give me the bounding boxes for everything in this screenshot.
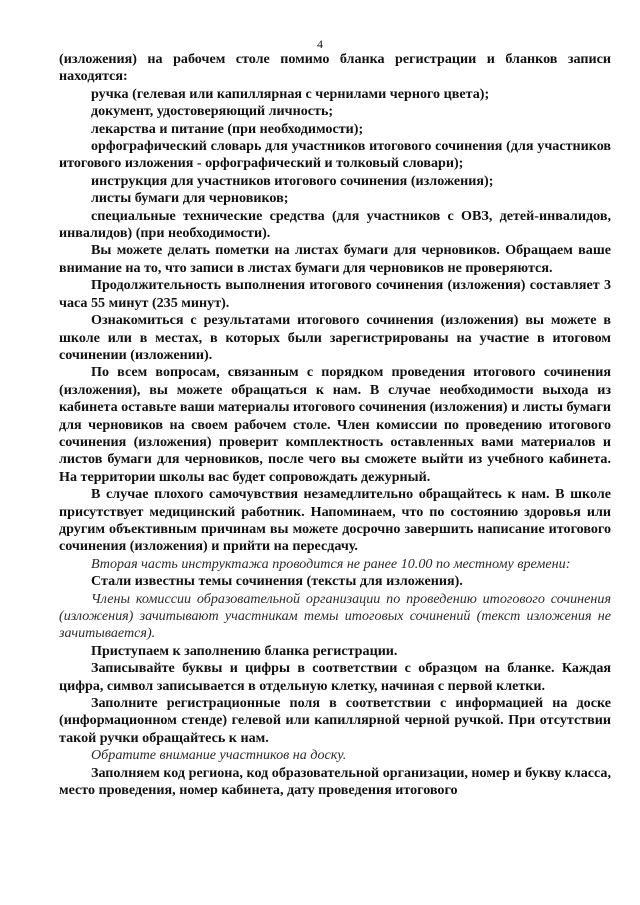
paragraph-health: В случае плохого самочувствия незамедлительно обращайтесь к нам. В школе присутствует медицинский работник. Напоминаем, что по состоянию здоровья или другим объективным причинам вы можете досрочно завершить написание итогового сочинения (изложения) и прийти на пересдачу. xyxy=(59,486,611,555)
paragraph-drafts: Вы можете делать пометки на листах бумаги для черновиков. Обращаем ваше внимание на то, что записи в листах бумаги для черновиков не проверяются. xyxy=(59,242,611,276)
paragraph-writing-rules: Записывайте буквы и цифры в соответствии с образцом на бланке. Каждая цифра, символ записывается в отдельную клетку, начиная с первой клетки. xyxy=(59,660,611,694)
list-item-instruction: инструкция для участников итогового сочинения (изложения); xyxy=(91,172,494,189)
paragraph-results: Ознакомиться с результатами итогового сочинения (изложения) вы можете в школе или в местах, в которых были зарегистрированы на участие в итоговом сочинении (изложении). xyxy=(59,312,611,363)
list-item-dictionary: орфографический словарь для участников итогового сочинения (для участников итогового изложения - орфографический и толковый словари); xyxy=(59,138,611,172)
instruction-note: Вторая часть инструктажа проводится не ранее 10.00 по местному времени: xyxy=(91,555,571,572)
page-number: 4 xyxy=(317,37,323,51)
list-item-pen: ручка (гелевая или капиллярная с чернилами черного цвета); xyxy=(91,85,490,102)
paragraph-codes: Заполняем код региона, код образовательной организации, номер и букву класса, место проведения, номер кабинета, дату проведения итогового xyxy=(59,764,611,799)
document-body xyxy=(59,51,611,799)
list-item-draft-sheets: листы бумаги для черновиков; xyxy=(91,190,289,207)
paragraph-questions: По всем вопросам, связанным с порядком проведения итогового сочинения (изложения), вы можете обращаться к нам. В случае необходимости выхода из кабинета оставьте ваши материалы итогового сочинения (изложения) и листы бумаги для черновиков на своем рабочем столе. Член комиссии по проведению итогового сочинения (изложения) проверит комплектность оставленных вами материалов и листов бумаги для черновиков, после чего вы сможете выйти из учебного кабинета. На территории школы вас будет сопровождать дежурный. xyxy=(59,364,611,485)
instruction-note: Члены комиссии образовательной организации по проведению итогового сочинения (изложения) зачитывают участникам темы итоговых сочинений (текст изложения не зачитывается). xyxy=(59,590,611,642)
instruction-note: Обратите внимание участников на доску. xyxy=(91,747,347,764)
paragraph-duration: Продолжительность выполнения итогового сочинения (изложения) составляет 3 часа 55 минут (235 минут). xyxy=(59,277,611,311)
list-item-special-equipment: специальные технические средства (для участников с ОВЗ, детей-инвалидов, инвалидов) (при необходимости). xyxy=(59,207,611,242)
paragraph-topics: Стали известны темы сочинения (тексты для изложения). xyxy=(91,573,463,590)
list-item-id-document: документ, удостоверяющий личность; xyxy=(91,103,334,120)
paragraph: (изложения) на рабочем столе помимо бланка регистрации и бланков записи находятся: xyxy=(59,51,611,85)
list-item-medicine: лекарства и питание (при необходимости); xyxy=(91,120,364,137)
paragraph-fill-fields: Заполните регистрационные поля в соответствии с информацией на доске (информационном стенде) гелевой или капиллярной черной ручкой. При отсутствии такой ручки обращайтесь к нам. xyxy=(59,695,611,746)
paragraph-registration: Приступаем к заполнению бланка регистрации. xyxy=(91,642,398,659)
